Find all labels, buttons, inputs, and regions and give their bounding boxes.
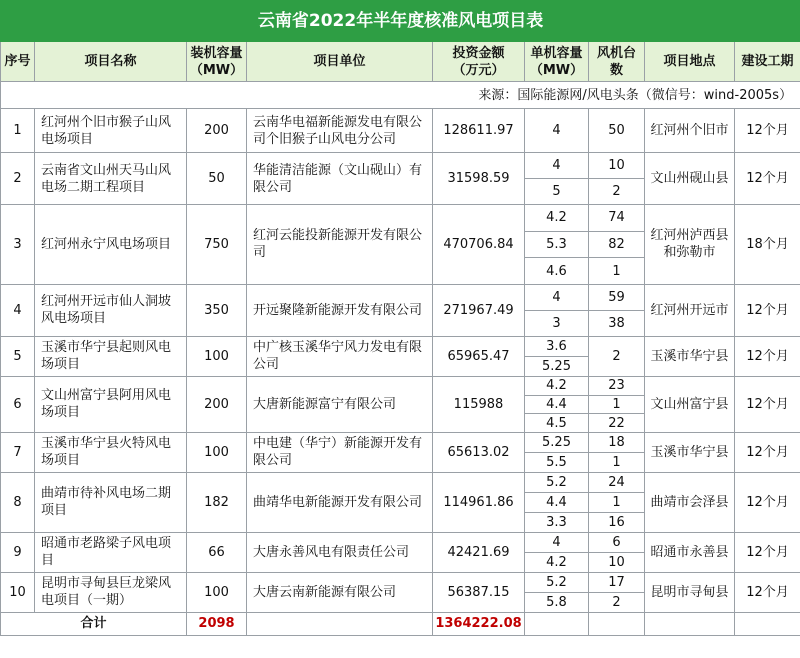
cell-unit-capacity: 4.6 [525, 258, 589, 285]
source-note: 来源：国际能源网/风电头条（微信号：wind-2005s） [1, 82, 800, 109]
cell-period: 12个月 [735, 109, 800, 153]
cell-seq: 6 [1, 376, 35, 432]
cell-location: 曲靖市会泽县 [645, 472, 735, 532]
cell-period: 12个月 [735, 472, 800, 532]
cell-owner: 中广核玉溪华宁风力发电有限公司 [247, 336, 433, 376]
cell-turbine-count: 50 [589, 109, 645, 153]
cell-unit-capacity: 5.5 [525, 452, 589, 472]
cell-turbine-count: 16 [589, 512, 645, 532]
cell-capacity: 100 [187, 572, 247, 612]
total-owner-empty [247, 612, 433, 635]
cell-owner: 曲靖华电新能源开发有限公司 [247, 472, 433, 532]
cell-investment: 115988 [433, 376, 525, 432]
cell-unit-capacity: 4.2 [525, 205, 589, 232]
cell-location: 文山州砚山县 [645, 153, 735, 205]
cell-turbine-count: 6 [589, 532, 645, 552]
cell-capacity: 66 [187, 532, 247, 572]
cell-capacity: 100 [187, 432, 247, 472]
cell-unit-capacity: 3.3 [525, 512, 589, 532]
cell-unit-capacity: 4 [525, 284, 589, 310]
cell-investment: 65613.02 [433, 432, 525, 472]
cell-seq: 8 [1, 472, 35, 532]
table-row [1, 109, 800, 153]
cell-project-name: 红河州开远市仙人洞坡风电场项目 [35, 284, 187, 336]
cell-owner: 华能清洁能源（文山砚山）有限公司 [247, 153, 433, 205]
cell-investment: 128611.97 [433, 109, 525, 153]
cell-turbine-count: 2 [589, 179, 645, 205]
cell-turbine-count: 10 [589, 552, 645, 572]
cell-period: 18个月 [735, 205, 800, 285]
cell-turbine-count: 1 [589, 452, 645, 472]
cell-period: 12个月 [735, 153, 800, 205]
cell-unit-capacity: 5.25 [525, 432, 589, 452]
table-row [1, 572, 800, 592]
cell-unit-capacity: 4 [525, 153, 589, 179]
header-unit-capacity-line2: （MW） [529, 62, 584, 78]
cell-unit-capacity: 5.2 [525, 572, 589, 592]
header-unit-capacity-line1: 单机容量 [530, 45, 583, 61]
total-label: 合计 [1, 612, 187, 635]
cell-seq: 10 [1, 572, 35, 612]
cell-turbine-count: 17 [589, 572, 645, 592]
cell-turbine-count: 10 [589, 153, 645, 179]
cell-seq: 9 [1, 532, 35, 572]
cell-turbine-count: 59 [589, 284, 645, 310]
cell-turbine-count: 2 [589, 592, 645, 612]
cell-investment: 271967.49 [433, 284, 525, 336]
cell-turbine-count: 18 [589, 432, 645, 452]
cell-turbine-count: 38 [589, 310, 645, 336]
cell-owner: 云南华电福新能源发电有限公司个旧猴子山风电分公司 [247, 109, 433, 153]
cell-location: 红河州开远市 [645, 284, 735, 336]
cell-capacity: 200 [187, 109, 247, 153]
cell-unit-capacity: 5.2 [525, 472, 589, 492]
cell-investment: 65965.47 [433, 336, 525, 376]
cell-turbine-count: 2 [589, 336, 645, 376]
cell-seq: 3 [1, 205, 35, 285]
cell-turbine-count: 24 [589, 472, 645, 492]
cell-project-name: 红河州永宁风电场项目 [35, 205, 187, 285]
cell-location: 昭通市永善县 [645, 532, 735, 572]
header-period: 建设工期 [735, 42, 800, 82]
cell-unit-capacity: 4 [525, 532, 589, 552]
table-row [1, 205, 800, 232]
cell-project-name: 昭通市老路梁子风电项目 [35, 532, 187, 572]
cell-turbine-count: 1 [589, 492, 645, 512]
cell-unit-capacity: 5.25 [525, 356, 589, 376]
header-investment-line2: （万元） [452, 62, 505, 78]
header-turbines: 风机台数 [589, 42, 645, 82]
cell-unit-capacity: 4.4 [525, 492, 589, 512]
cell-location: 红河州个旧市 [645, 109, 735, 153]
cell-unit-capacity: 4.2 [525, 376, 589, 395]
cell-turbine-count: 1 [589, 258, 645, 285]
cell-capacity: 750 [187, 205, 247, 285]
cell-seq: 1 [1, 109, 35, 153]
cell-investment: 31598.59 [433, 153, 525, 205]
cell-seq: 2 [1, 153, 35, 205]
cell-period: 12个月 [735, 572, 800, 612]
cell-investment: 56387.15 [433, 572, 525, 612]
total-row [1, 612, 800, 635]
cell-owner: 中电建（华宁）新能源开发有限公司 [247, 432, 433, 472]
cell-period: 12个月 [735, 532, 800, 572]
table-row [1, 376, 800, 395]
cell-unit-capacity: 5.3 [525, 231, 589, 258]
cell-period: 12个月 [735, 376, 800, 432]
cell-location: 文山州富宁县 [645, 376, 735, 432]
cell-investment: 470706.84 [433, 205, 525, 285]
cell-unit-capacity: 3.6 [525, 336, 589, 356]
total-capacity: 2098 [187, 612, 247, 635]
cell-unit-capacity: 5 [525, 179, 589, 205]
header-owner: 项目单位 [247, 42, 433, 82]
cell-owner: 大唐云南新能源有限公司 [247, 572, 433, 612]
cell-project-name: 玉溪市华宁县起则风电场项目 [35, 336, 187, 376]
cell-capacity: 350 [187, 284, 247, 336]
cell-capacity: 182 [187, 472, 247, 532]
cell-project-name: 玉溪市华宁县火特风电场项目 [35, 432, 187, 472]
header-unit-capacity [525, 42, 589, 82]
cell-period: 12个月 [735, 432, 800, 472]
cell-capacity: 50 [187, 153, 247, 205]
total-turbine-empty [589, 612, 645, 635]
table-row [1, 153, 800, 179]
cell-unit-capacity: 4.5 [525, 414, 589, 433]
cell-project-name: 昆明市寻甸县巨龙梁风电项目（一期） [35, 572, 187, 612]
cell-turbine-count: 22 [589, 414, 645, 433]
table-row [1, 432, 800, 452]
cell-turbine-count: 74 [589, 205, 645, 232]
cell-owner: 大唐永善风电有限责任公司 [247, 532, 433, 572]
total-investment: 1364222.08 [433, 612, 525, 635]
cell-seq: 7 [1, 432, 35, 472]
total-unit-empty [525, 612, 589, 635]
cell-investment: 42421.69 [433, 532, 525, 572]
cell-seq: 5 [1, 336, 35, 376]
cell-unit-capacity: 4 [525, 109, 589, 153]
cell-turbine-count: 23 [589, 376, 645, 395]
header-capacity [187, 42, 247, 82]
cell-location: 红河州泸西县和弥勒市 [645, 205, 735, 285]
header-capacity-line2: （MW） [189, 62, 244, 78]
cell-location: 玉溪市华宁县 [645, 336, 735, 376]
table-row [1, 284, 800, 310]
cell-turbine-count: 82 [589, 231, 645, 258]
cell-owner: 大唐新能源富宁有限公司 [247, 376, 433, 432]
header-investment-line1: 投资金额 [452, 45, 505, 61]
table-title: 云南省2022年半年度核准风电项目表 [1, 1, 800, 42]
header-investment [433, 42, 525, 82]
cell-location: 玉溪市华宁县 [645, 432, 735, 472]
cell-project-name: 红河州个旧市猴子山风电场项目 [35, 109, 187, 153]
cell-period: 12个月 [735, 284, 800, 336]
cell-capacity: 200 [187, 376, 247, 432]
cell-seq: 4 [1, 284, 35, 336]
cell-unit-capacity: 4.2 [525, 552, 589, 572]
table-row [1, 336, 800, 356]
cell-project-name: 文山州富宁县阿用风电场项目 [35, 376, 187, 432]
header-capacity-line1: 装机容量 [190, 45, 243, 61]
cell-project-name: 曲靖市待补风电场二期项目 [35, 472, 187, 532]
cell-project-name: 云南省文山州天马山风电场二期工程项目 [35, 153, 187, 205]
total-period-empty [735, 612, 800, 635]
table-row [1, 532, 800, 552]
header-seq: 序号 [1, 42, 35, 82]
cell-unit-capacity: 4.4 [525, 395, 589, 414]
cell-unit-capacity: 3 [525, 310, 589, 336]
total-location-empty [645, 612, 735, 635]
cell-owner: 开远聚隆新能源开发有限公司 [247, 284, 433, 336]
table-row [1, 472, 800, 492]
cell-period: 12个月 [735, 336, 800, 376]
cell-investment: 114961.86 [433, 472, 525, 532]
cell-owner: 红河云能投新能源开发有限公司 [247, 205, 433, 285]
header-location: 项目地点 [645, 42, 735, 82]
cell-turbine-count: 1 [589, 395, 645, 414]
cell-unit-capacity: 5.8 [525, 592, 589, 612]
cell-capacity: 100 [187, 336, 247, 376]
header-project-name: 项目名称 [35, 42, 187, 82]
cell-location: 昆明市寻甸县 [645, 572, 735, 612]
